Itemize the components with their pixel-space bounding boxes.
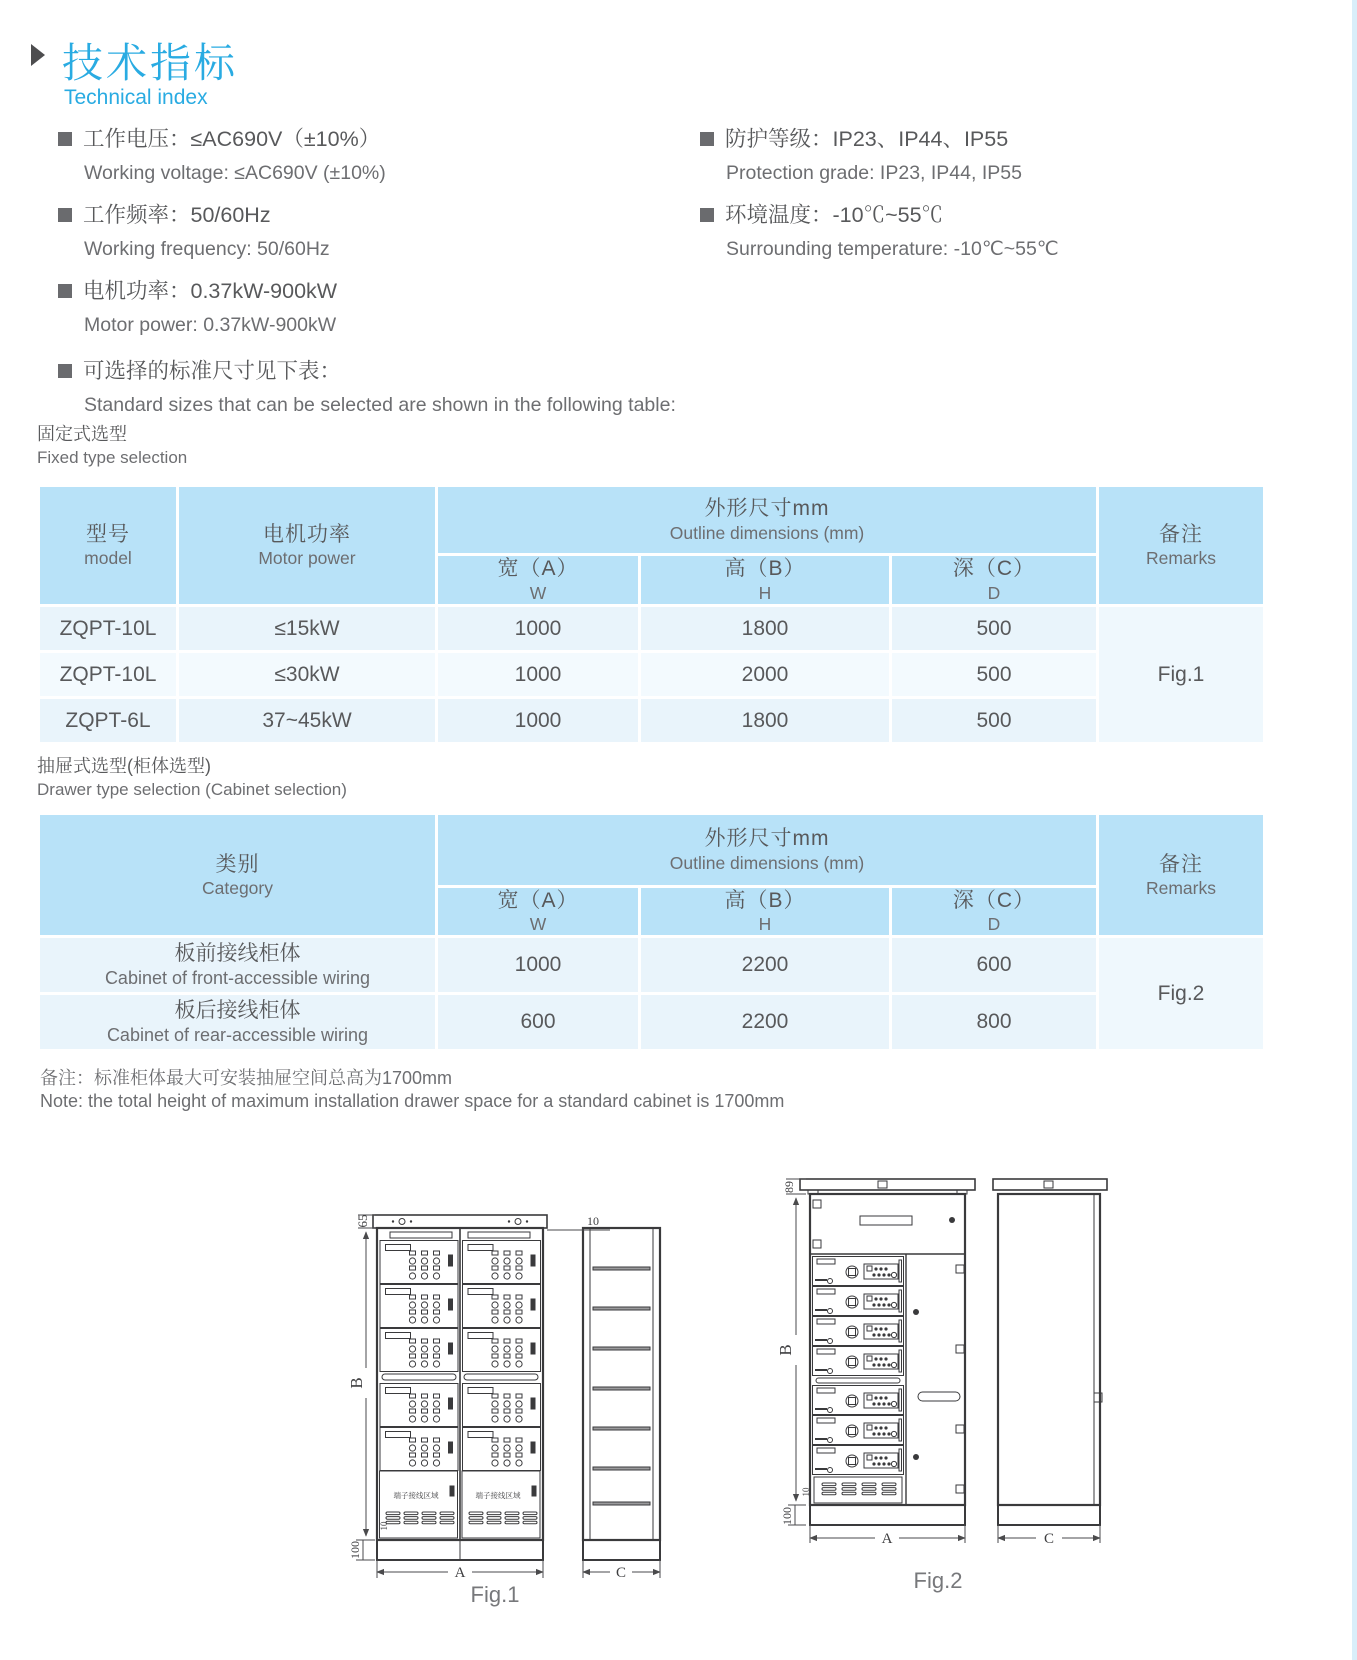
specs-left-column (58, 124, 678, 432)
col-header-remarks (1099, 487, 1263, 604)
cell-height: 1800 (641, 699, 889, 742)
header-en: Outline dimensions (mm) (669, 522, 865, 543)
square-bullet-icon (58, 132, 72, 146)
col-header-depth (892, 556, 1096, 604)
header-en: D (987, 914, 1001, 935)
fig1-dim-100: 100 (348, 1541, 362, 1559)
cell-remarks-fig1: Fig.1 (1099, 607, 1263, 742)
spec-surrounding-temperature (700, 200, 1330, 262)
cell-height: 1800 (641, 607, 889, 650)
cell-height: 2000 (641, 653, 889, 696)
header-zh: 高（B） (724, 557, 806, 581)
spec-working-frequency (58, 200, 678, 262)
cell-depth: 600 (892, 938, 1096, 992)
drawer-type-table (37, 812, 1266, 1052)
header-en: H (758, 914, 772, 935)
fig1-dim-10-small: 10 (379, 1521, 389, 1531)
col-header-model (40, 487, 176, 604)
cell-category (40, 938, 435, 992)
header-en: Outline dimensions (mm) (669, 852, 865, 873)
header-en: Category (201, 877, 273, 898)
cell-height: 2200 (641, 938, 889, 992)
header-en: W (529, 914, 547, 935)
cell-category (40, 995, 435, 1049)
header-zh: 备注 (1159, 522, 1203, 546)
header-zh: 宽（A） (497, 557, 579, 581)
col-header-height (641, 556, 889, 604)
spec-zh-text: 可选择的标准尺寸见下表： (83, 359, 342, 383)
square-bullet-icon (58, 364, 72, 378)
cell-depth: 500 (892, 653, 1096, 696)
cell-depth: 500 (892, 699, 1096, 742)
fig1-dim-65: 65 (355, 1214, 370, 1228)
spec-standard-sizes (58, 356, 678, 418)
fig2-dim-A: A (881, 1531, 893, 1547)
table-row (40, 653, 1263, 696)
spec-en-text: Protection grade: IP23, IP44, IP55 (726, 162, 1022, 184)
header-en: Remarks (1145, 548, 1216, 569)
header-en: H (758, 582, 772, 603)
square-bullet-icon (700, 132, 714, 146)
cell-power: 37~45kW (179, 699, 435, 742)
header-en: Motor power (258, 548, 356, 569)
fig2-caption: Fig.2 (913, 1568, 963, 1593)
col-header-category (40, 815, 435, 935)
square-bullet-icon (58, 208, 72, 222)
table-row (40, 938, 1263, 992)
header-zh: 型号 (86, 522, 130, 546)
col-header-motor-power (179, 487, 435, 604)
fig1-side-view (583, 1228, 660, 1560)
table-row (40, 995, 1263, 1049)
cell-depth: 800 (892, 995, 1096, 1049)
spec-zh-text: 工作电压：≤AC690V（±10%） (83, 127, 381, 151)
header-en: W (529, 582, 547, 603)
cell-width: 1000 (438, 699, 638, 742)
col-header-width (438, 556, 638, 604)
fig1-dim-B: B (347, 1377, 366, 1389)
fig2-dim-89: 89 (782, 1181, 796, 1193)
spec-zh-text: 工作频率：50/60Hz (83, 203, 271, 227)
figure-2-drawing (710, 1140, 1190, 1620)
spec-zh-text: 电机功率：0.37kW-900kW (83, 279, 338, 303)
fixed-section-title-zh: 固定式选型 (37, 424, 127, 444)
col-header-depth (892, 888, 1096, 935)
header-en: D (987, 582, 1001, 603)
terminal-zone-label: 端子接线区域 (393, 1491, 439, 1500)
spec-working-voltage (58, 124, 678, 186)
fig2-dim-C: C (1043, 1531, 1055, 1547)
cell-width: 1000 (438, 653, 638, 696)
fig1-dim-A: A (454, 1565, 466, 1581)
cell-depth: 500 (892, 607, 1096, 650)
spec-motor-power (58, 276, 678, 338)
spec-zh-text: 环境温度：-10℃~55℃ (725, 203, 944, 227)
spec-en-text: Surrounding temperature: -10℃~55℃ (726, 238, 1059, 260)
header-en: Remarks (1145, 877, 1216, 898)
category-en: Cabinet of rear-accessible wiring (106, 1024, 369, 1045)
cell-width: 1000 (438, 938, 638, 992)
drawer-section-title-zh: 抽屉式选型(柜体选型) (37, 756, 211, 776)
header-zh: 电机功率 (263, 522, 351, 546)
fig2-dim-10-small: 10 (801, 1487, 811, 1497)
fig2-side-view (993, 1179, 1107, 1525)
spec-en-text: Working frequency: 50/60Hz (84, 238, 330, 260)
square-bullet-icon (58, 284, 72, 298)
header-zh: 深（C） (952, 889, 1036, 912)
section-arrow-icon (31, 44, 45, 66)
col-header-height (641, 888, 889, 935)
cell-power: ≤15kW (179, 607, 435, 650)
fig2-front-view (800, 1179, 975, 1525)
square-bullet-icon (700, 208, 714, 222)
col-header-remarks (1099, 815, 1263, 935)
page-subtitle: Technical index (64, 86, 208, 109)
fig2-dim-B: B (776, 1344, 795, 1356)
spec-en-text: Standard sizes that can be selected are shown in the following table: (84, 394, 676, 416)
header-zh: 宽（A） (497, 889, 579, 912)
fig1-dim-10-top: 10 (587, 1214, 599, 1228)
note-en: Note: the total height of maximum installation drawer space for a standard cabinet is 1700mm (40, 1091, 785, 1111)
col-header-outline-dimensions (438, 815, 1096, 885)
cell-width: 1000 (438, 607, 638, 650)
header-zh: 外形尺寸mm (704, 497, 830, 521)
fig2-dim-100: 100 (780, 1507, 794, 1525)
cell-model: ZQPT-10L (40, 607, 176, 650)
fig1-front-view (373, 1215, 547, 1560)
terminal-zone-label: 端子接线区域 (475, 1491, 521, 1500)
header-zh: 高（B） (724, 889, 806, 912)
cell-height: 2200 (641, 995, 889, 1049)
col-header-outline-dimensions (438, 487, 1096, 553)
drawer-section-title-en: Drawer type selection (Cabinet selection) (37, 780, 347, 799)
header-zh: 备注 (1159, 852, 1203, 876)
cell-model: ZQPT-6L (40, 699, 176, 742)
header-en: model (84, 548, 132, 569)
spec-en-text: Motor power: 0.37kW-900kW (84, 314, 337, 336)
note-zh: 备注：标准柜体最大可安装抽屉空间总高为1700mm (40, 1068, 453, 1088)
fig1-dim-C: C (615, 1565, 627, 1581)
header-zh: 深（C） (952, 557, 1036, 581)
category-zh: 板前接线柜体 (174, 942, 301, 966)
specs-right-column (700, 124, 1330, 276)
page-title: 技术指标 (62, 40, 238, 86)
cell-power: ≤30kW (179, 653, 435, 696)
table-row (40, 699, 1263, 742)
col-header-width (438, 888, 638, 935)
cell-model: ZQPT-10L (40, 653, 176, 696)
category-zh: 板后接线柜体 (174, 999, 301, 1023)
category-en: Cabinet of front-accessible wiring (104, 967, 371, 988)
cell-remarks-fig2: Fig.2 (1099, 938, 1263, 1049)
spec-protection-grade (700, 124, 1330, 186)
table-row (40, 607, 1263, 650)
fixed-section-title-en: Fixed type selection (37, 448, 188, 467)
cell-width: 600 (438, 995, 638, 1049)
spec-en-text: Working voltage: ≤AC690V (±10%) (84, 162, 386, 184)
fig1-caption: Fig.1 (470, 1582, 520, 1607)
spec-zh-text: 防护等级：IP23、IP44、IP55 (725, 127, 1009, 151)
page-edge-strip (1352, 0, 1357, 1660)
fixed-type-table (37, 484, 1266, 745)
header-zh: 外形尺寸mm (704, 827, 830, 851)
header-zh: 类别 (215, 852, 260, 876)
